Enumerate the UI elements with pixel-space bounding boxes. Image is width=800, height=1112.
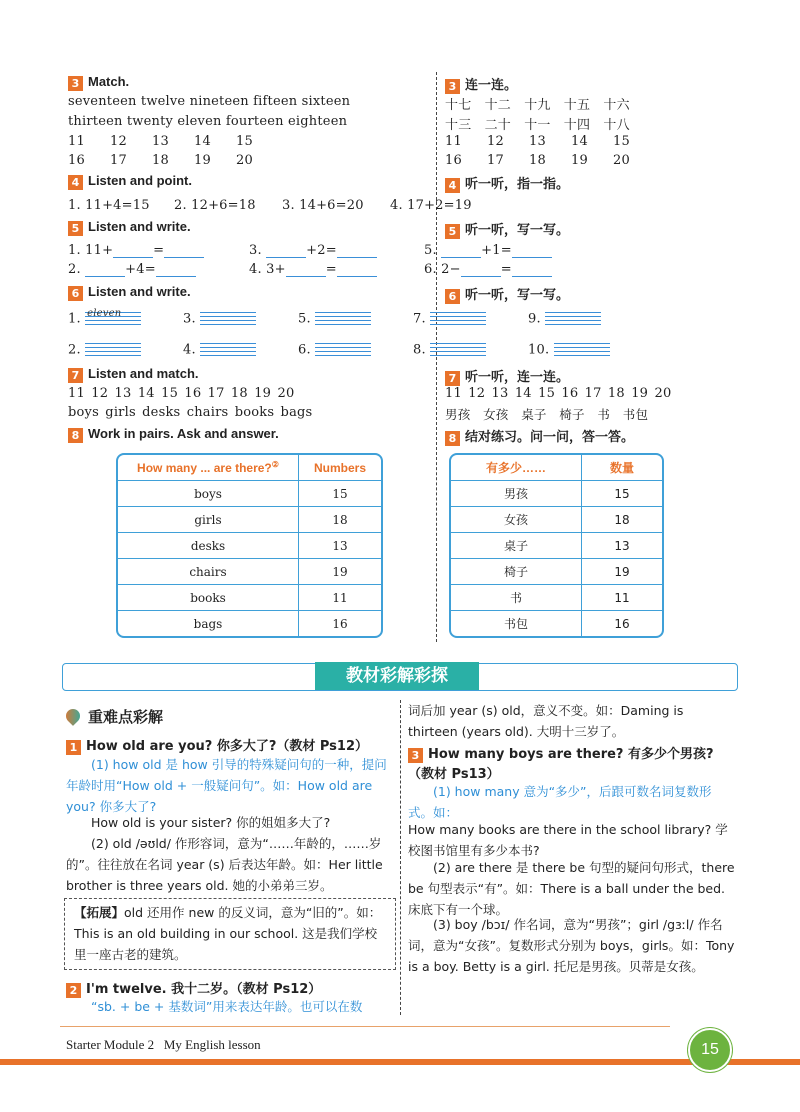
section-number: 8 <box>445 431 460 446</box>
left-s6-heading <box>68 284 191 301</box>
num: 20 <box>613 153 630 168</box>
section-number: 3 <box>68 76 83 91</box>
footer-title-text: My English lesson <box>163 1037 261 1052</box>
section-title: Work in pairs. Ask and answer. <box>88 426 279 441</box>
line-label: 9. <box>528 311 541 327</box>
col-header: 数量 <box>582 455 662 481</box>
table-row <box>451 507 662 533</box>
table-header <box>118 455 381 481</box>
section-banner-title: 教材彩解彩探 <box>315 662 479 690</box>
footnote-mark: ② <box>271 460 279 469</box>
left-s4-heading <box>68 173 192 190</box>
page-number: 15 <box>688 1028 732 1072</box>
cell: 女孩 <box>451 507 582 533</box>
table-row <box>118 507 381 533</box>
line-label: 2. <box>68 342 81 358</box>
table-row <box>451 585 662 611</box>
section-number: 6 <box>68 286 83 301</box>
num: 19 <box>571 153 588 168</box>
section-number: 6 <box>445 289 460 304</box>
equation: 3. 14+6=20 <box>282 198 364 213</box>
blank-input[interactable] <box>337 245 377 258</box>
right-table <box>449 453 664 638</box>
section-number: 8 <box>68 428 83 443</box>
fill-label: 4. 3+ <box>249 262 286 277</box>
line-label: 5. <box>298 311 311 327</box>
num: 18 <box>529 153 546 168</box>
note-number: 2 <box>66 983 81 998</box>
left-s6-row2 <box>68 341 618 359</box>
equation: 4. 17+2=19 <box>390 198 472 213</box>
left-s3-heading <box>68 74 129 91</box>
table-row <box>451 611 662 636</box>
left-table <box>116 453 383 638</box>
cell: chairs <box>118 559 299 585</box>
blank-input[interactable] <box>286 264 326 277</box>
footer-rule <box>60 1026 670 1027</box>
blank-input[interactable] <box>512 264 552 277</box>
table-row <box>451 481 662 507</box>
fill-label: = <box>325 262 337 277</box>
blank-input[interactable] <box>461 264 501 277</box>
cell: 13 <box>582 533 662 559</box>
table-row <box>118 585 381 611</box>
section-title: Listen and write. <box>88 219 191 234</box>
line-label: 10. <box>528 342 550 358</box>
cell: 11 <box>299 585 381 611</box>
cell: 18 <box>299 507 381 533</box>
equation: 2. 12+6=18 <box>174 198 256 213</box>
fill-label: 5. <box>424 243 437 258</box>
cell: 书 <box>451 585 582 611</box>
notes-divider <box>400 700 401 1015</box>
left-s5-row1 <box>68 243 204 258</box>
note2-title <box>66 978 321 998</box>
cell: desks <box>118 533 299 559</box>
handwritten-answer: eleven <box>87 308 122 319</box>
blank-input[interactable] <box>156 264 196 277</box>
note1-p2: How old is your sister? 你的姐姐多大了? <box>91 815 331 830</box>
note-number: 1 <box>66 740 81 755</box>
footer-bar <box>0 1059 800 1065</box>
blank-input[interactable] <box>266 245 306 258</box>
left-s7-words: boys girls desks chairs books bags <box>68 405 313 420</box>
cell: 男孩 <box>451 481 582 507</box>
line-label: 4. <box>183 342 196 358</box>
extension-label: 【拓展】 <box>74 905 125 920</box>
col-header: Numbers <box>299 455 381 481</box>
line-label: 8. <box>413 342 426 358</box>
section-title: Match. <box>88 74 130 89</box>
fill-label: 1. 11+ <box>68 243 114 258</box>
left-s5-row1b <box>249 243 377 258</box>
num: 16 <box>68 153 85 168</box>
table-header <box>451 455 662 481</box>
cell: 18 <box>582 507 662 533</box>
column-divider-lower <box>436 452 437 642</box>
num: 12 <box>487 134 504 149</box>
section-title: 听一听，连一连。 <box>465 370 570 385</box>
section-number: 7 <box>445 371 460 386</box>
section-title: Listen and point. <box>88 173 192 188</box>
fill-label: +1= <box>481 243 512 258</box>
writing-lines[interactable] <box>85 341 141 359</box>
fill-label: 3. <box>249 243 262 258</box>
footer-module <box>66 1037 261 1053</box>
right-s3-row2: 十三 二十 十一 十四 十八 <box>445 118 630 133</box>
section-title: 听一听，指一指。 <box>465 177 570 192</box>
num: 15 <box>613 134 630 149</box>
writing-lines[interactable] <box>200 341 256 359</box>
cell: bags <box>118 611 299 636</box>
fill-label: = <box>500 262 512 277</box>
left-s5-row2c <box>424 262 552 277</box>
right-s3-row1: 十七 十二 十九 十五 十六 <box>445 98 630 113</box>
writing-lines[interactable] <box>554 341 610 359</box>
num: 11 <box>68 134 85 149</box>
blank-input[interactable] <box>512 245 552 258</box>
left-s5-row2b <box>249 262 377 277</box>
fill-label: 2. <box>68 262 81 277</box>
notes-heading <box>66 706 163 727</box>
cell: 11 <box>582 585 662 611</box>
right-s7-nums: 11 12 13 14 15 16 17 18 19 20 <box>445 386 672 401</box>
left-s7-nums: 11 12 13 14 15 16 17 18 19 20 <box>68 386 295 401</box>
note3-p3: (2) are there 是 there be 句型的疑问句形式，there be 句型表示“有”。如：There is a ball under the bed. 床底下有一个球。 <box>408 860 735 917</box>
cell: 15 <box>299 481 381 507</box>
column-divider <box>436 72 437 450</box>
num: 18 <box>152 153 169 168</box>
note-title-text: I'm twelve. 我十二岁。（教材 Ps12） <box>86 982 322 997</box>
right-s6-heading <box>445 284 569 304</box>
cell: boys <box>118 481 299 507</box>
num: 17 <box>110 153 127 168</box>
right-s3-nums1 <box>445 134 655 149</box>
left-s5-row1c <box>424 243 552 258</box>
right-s7-heading <box>445 366 569 386</box>
section-number: 7 <box>68 368 83 383</box>
writing-lines[interactable] <box>545 310 601 328</box>
table-row <box>451 559 662 585</box>
cell: girls <box>118 507 299 533</box>
note-title-text: How old are you? 你多大了?（教材 Ps12） <box>86 739 369 754</box>
section-title: Listen and match. <box>88 366 199 381</box>
note2-p1: “sb. + be + 基数词”用来表达年龄。也可以在数 <box>91 999 363 1014</box>
table-row <box>118 611 381 636</box>
left-s4-items <box>68 198 472 213</box>
fill-label: +2= <box>306 243 337 258</box>
footer-module-text: Starter Module 2 <box>66 1037 155 1052</box>
line-label: 7. <box>413 311 426 327</box>
right-s3-heading <box>445 74 517 94</box>
col-header: How many ... are there? <box>137 461 272 475</box>
left-s3-nums1 <box>68 134 278 149</box>
section-number: 4 <box>445 178 460 193</box>
section-title: 听一听，写一写。 <box>465 288 570 303</box>
line-label: 6. <box>298 342 311 358</box>
equation: 1. 11+4=15 <box>68 198 150 213</box>
section-number: 4 <box>68 175 83 190</box>
note3-p1: (1) how many 意为“多少”，后跟可数名词复数形式。如： <box>408 784 712 820</box>
note-number: 3 <box>408 748 423 763</box>
num: 15 <box>236 134 253 149</box>
writing-lines[interactable] <box>200 310 256 328</box>
cell: 桌子 <box>451 533 582 559</box>
right-s5-heading <box>445 219 569 239</box>
section-title: 结对练习。问一问，答一答。 <box>465 430 635 445</box>
location-pin-icon <box>63 706 83 726</box>
blank-input[interactable] <box>164 245 204 258</box>
right-s4-heading <box>445 173 569 193</box>
cell: 19 <box>299 559 381 585</box>
section-title: 听一听，写一写。 <box>465 223 570 238</box>
note-title-text: How many boys are there? 有多少个男孩?（教材 Ps13） <box>408 747 714 782</box>
num: 16 <box>445 153 462 168</box>
num: 14 <box>194 134 211 149</box>
left-s8-heading <box>68 426 279 443</box>
left-s6-row1 <box>68 310 618 328</box>
note2-continued: 词后加 year (s) old，意义不变。如：Daming is thirteen (years old). 大明十三岁了。 <box>408 703 684 739</box>
fill-label: 6. 2− <box>424 262 461 277</box>
note1-p1: (1) how old 是 how 引导的特殊疑问句的一种，提问年龄时用“How old + 一般疑问句”。如：How old are you? 你多大了? <box>66 757 387 814</box>
cell: 13 <box>299 533 381 559</box>
writing-lines[interactable] <box>315 341 371 359</box>
note3-p2: How many books are there in the school library? 学校图书馆里有多少本书? <box>408 822 728 858</box>
cell: books <box>118 585 299 611</box>
section-number: 3 <box>445 79 460 94</box>
blank-input[interactable] <box>337 264 377 277</box>
table-row <box>118 533 381 559</box>
table-row <box>118 481 381 507</box>
section-number: 5 <box>68 221 83 236</box>
fill-label: +4= <box>125 262 156 277</box>
note3-p4: (3) boy /bɔɪ/ 作名词，意为“男孩”；girl /gɜːl/ 作名词，意为“女孩”。复数形式分别为 boys，girls。如：Tony is a boy. Betty is a girl. 托尼是男孩。贝蒂是女孩。 <box>408 917 735 974</box>
cell: 椅子 <box>451 559 582 585</box>
cell: 16 <box>332 616 348 631</box>
table-row <box>451 533 662 559</box>
writing-lines[interactable] <box>315 310 371 328</box>
fill-label: = <box>153 243 165 258</box>
cell: 书包 <box>451 611 582 636</box>
note3-title <box>408 743 736 782</box>
right-s3-nums2 <box>445 153 655 168</box>
cell: 19 <box>582 559 662 585</box>
extension-body: old 还用作 new 的反义词，意为“旧的”。如：This is an old building in our school. 这是我们学校里一座古老的建筑。 <box>74 905 382 962</box>
section-number: 5 <box>445 224 460 239</box>
cell: 16 <box>614 616 630 631</box>
note1-title <box>66 735 368 755</box>
num: 13 <box>152 134 169 149</box>
left-s5-heading <box>68 219 191 236</box>
blank-input[interactable] <box>85 264 125 277</box>
blank-input[interactable] <box>441 245 481 258</box>
num: 11 <box>445 134 462 149</box>
num: 13 <box>529 134 546 149</box>
section-title: Listen and write. <box>88 284 191 299</box>
left-s7-heading <box>68 366 199 383</box>
notes-heading-text: 重难点彩解 <box>88 708 164 726</box>
table-row <box>118 559 381 585</box>
left-s3-nums2 <box>68 153 278 168</box>
extension-text <box>74 902 386 965</box>
num: 12 <box>110 134 127 149</box>
left-s5-row2 <box>68 262 196 277</box>
col-header: 有多少…… <box>451 455 582 481</box>
left-s3-row2: thirteen twenty eleven fourteen eighteen <box>68 114 348 129</box>
blank-input[interactable] <box>113 245 153 258</box>
section-title: 连一连。 <box>465 78 518 93</box>
line-label: 3. <box>183 311 196 327</box>
writing-lines[interactable] <box>430 341 486 359</box>
line-label: 1. <box>68 311 81 327</box>
cell: 15 <box>582 481 662 507</box>
num: 17 <box>487 153 504 168</box>
writing-lines[interactable] <box>85 310 141 328</box>
note1-p3: (2) old /əʊld/ 作形容词，意为“……年龄的，……岁的”。往往放在名词 year (s) 后表达年龄。如：Her little brother is three years old. 她的小弟弟三岁。 <box>66 836 383 893</box>
writing-lines[interactable] <box>430 310 486 328</box>
num: 14 <box>571 134 588 149</box>
num: 20 <box>236 153 253 168</box>
left-s3-row1: seventeen twelve nineteen fifteen sixteen <box>68 94 351 109</box>
num: 19 <box>194 153 211 168</box>
right-s7-words: 男孩 女孩 桌子 椅子 书 书包 <box>445 407 649 422</box>
right-s8-heading <box>445 426 634 446</box>
